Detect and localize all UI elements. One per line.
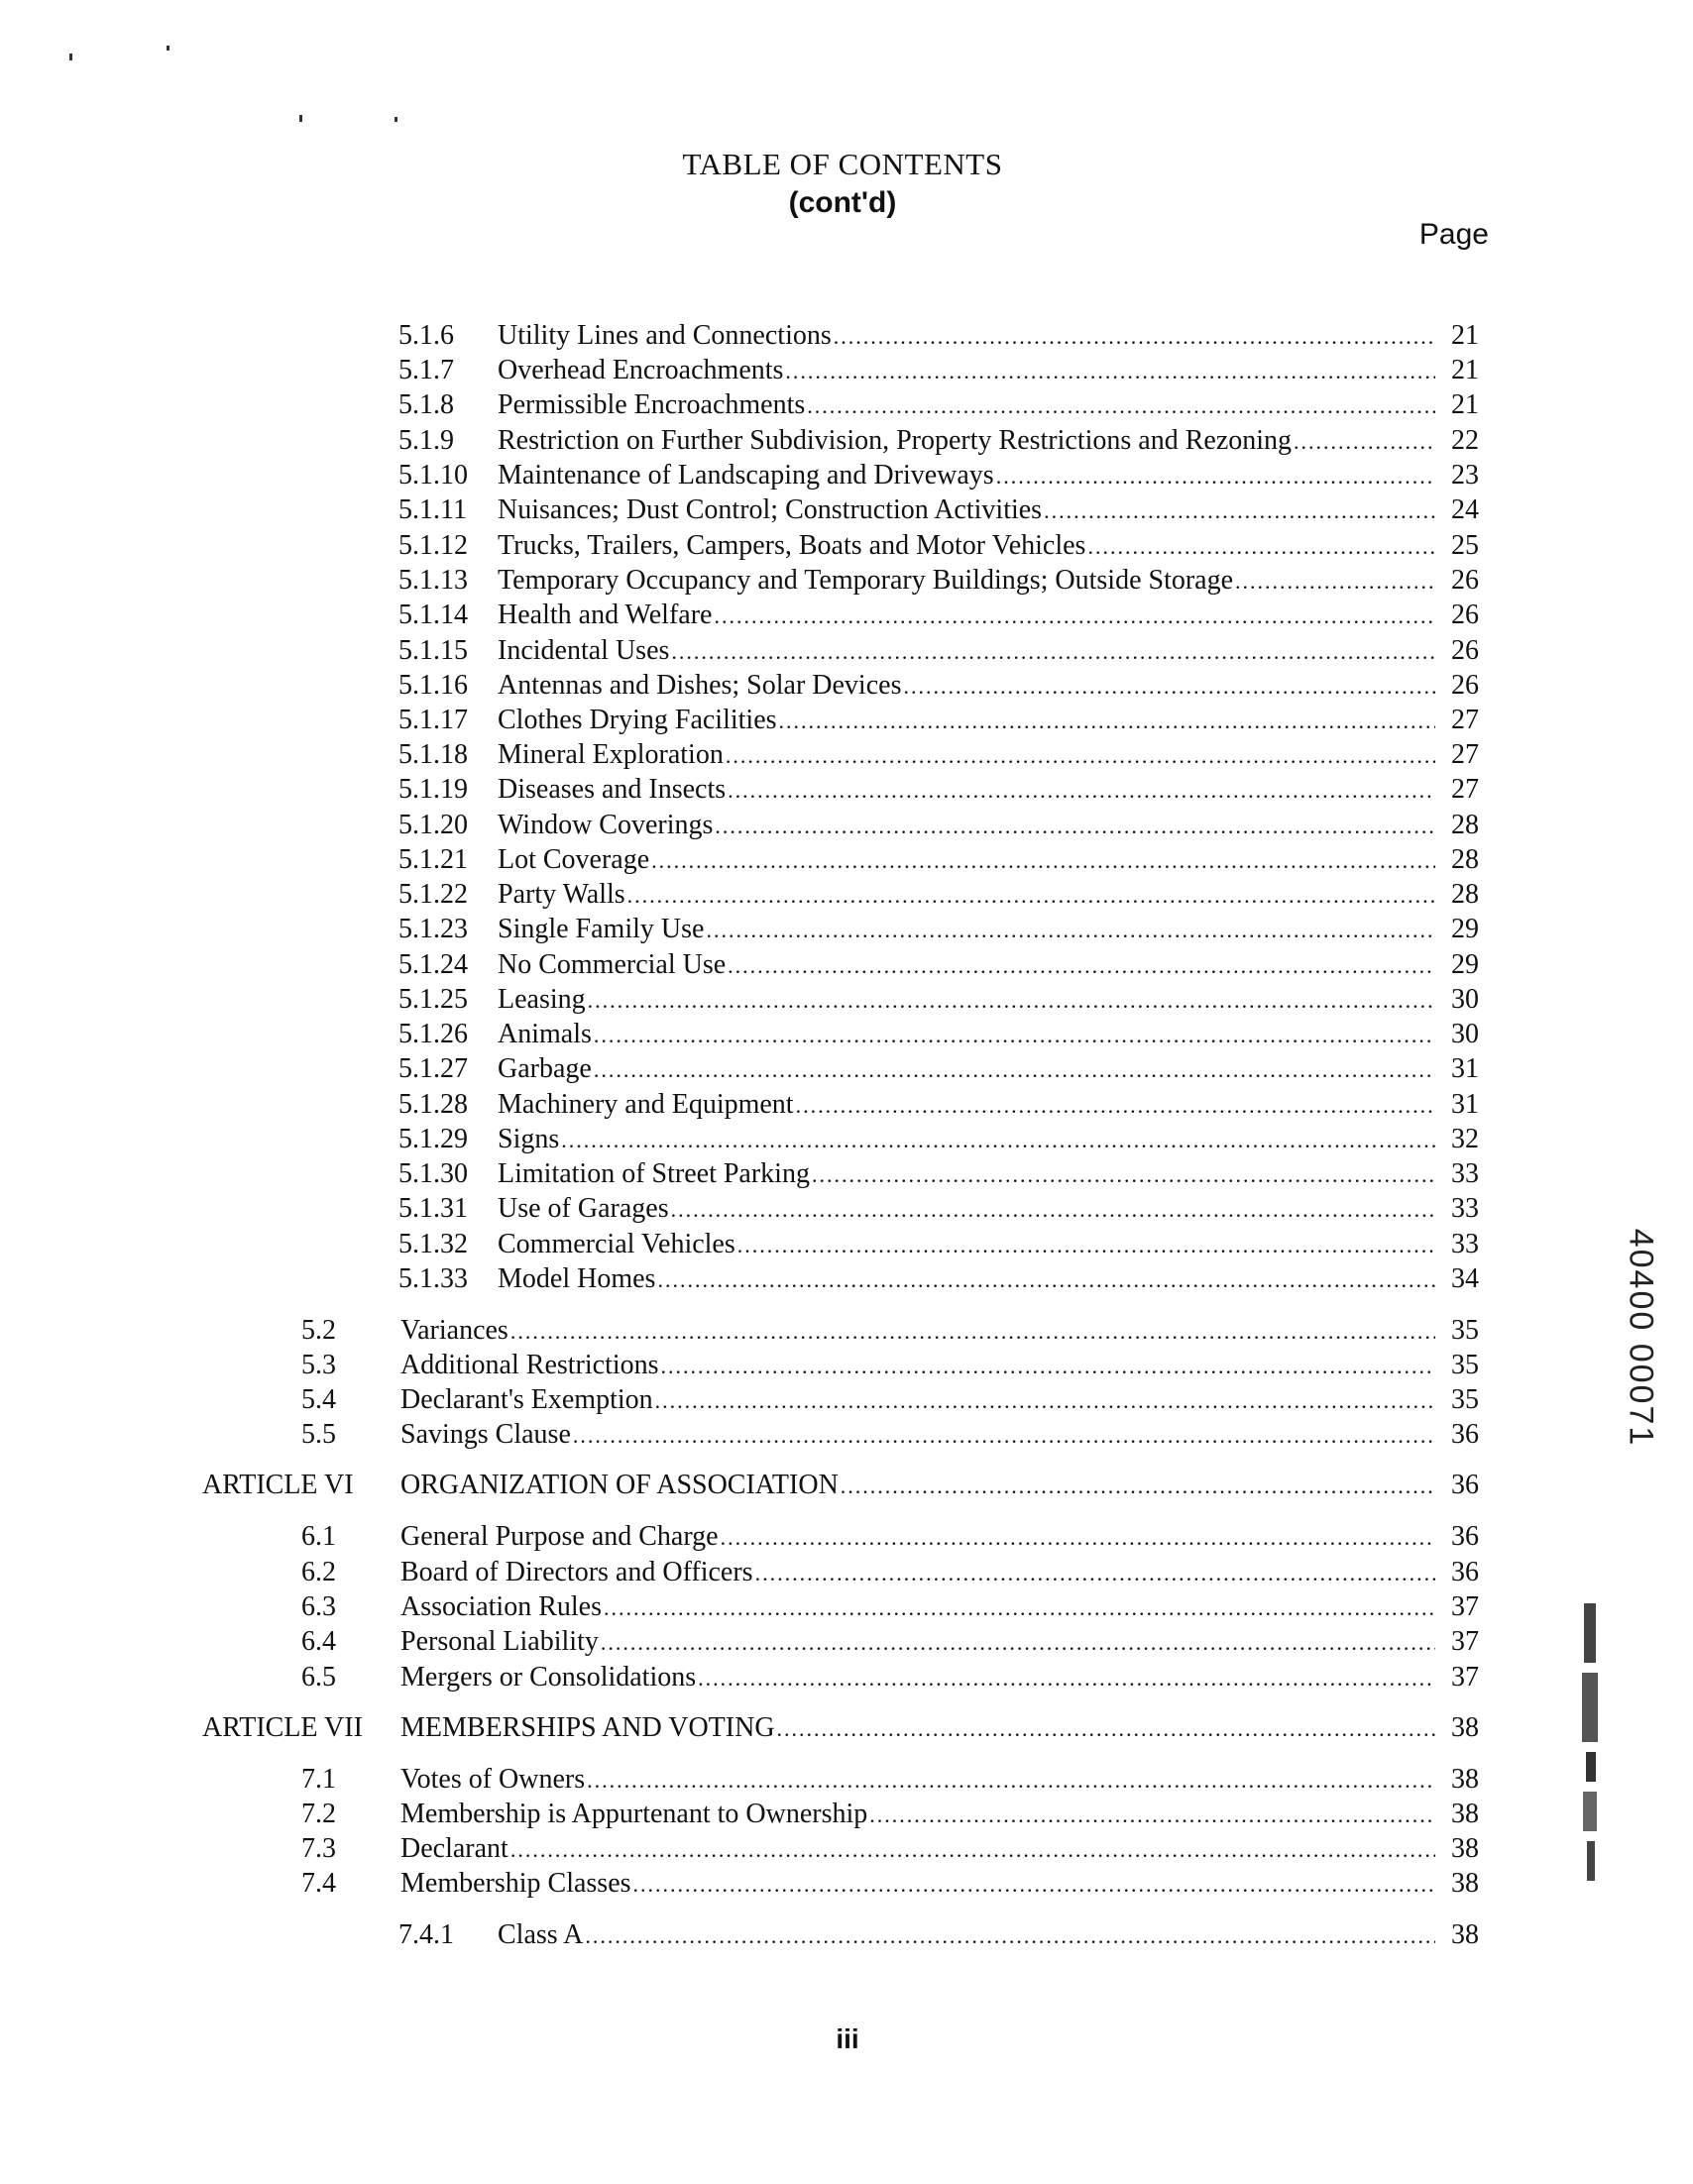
toc-entry bbox=[398, 1157, 1479, 1191]
scan-speck bbox=[167, 46, 169, 51]
toc-entry-title: Temporary Occupancy and Temporary Buildings; Outside Storage bbox=[498, 565, 1234, 596]
toc-entry-page: 38 bbox=[1451, 1799, 1479, 1829]
toc-entry-page: 26 bbox=[1451, 565, 1479, 596]
toc-entry-page: 29 bbox=[1451, 949, 1479, 980]
toc-entry-title: Association Rules bbox=[400, 1591, 602, 1622]
toc-entry-title: Mineral Exploration bbox=[498, 739, 724, 770]
toc-entry-title: Trucks, Trailers, Campers, Boats and Motor Vehicles bbox=[498, 530, 1086, 561]
toc-entry-title: Model Homes bbox=[498, 1263, 656, 1294]
dot-leader bbox=[728, 774, 1435, 808]
toc-entry bbox=[398, 564, 1479, 598]
dot-leader bbox=[779, 705, 1435, 738]
dot-leader bbox=[721, 1521, 1435, 1555]
dot-leader bbox=[728, 949, 1435, 983]
dot-leader bbox=[585, 1919, 1435, 1953]
toc-entry-title-line bbox=[400, 1383, 1435, 1418]
toc-entry bbox=[398, 878, 1479, 912]
dot-leader bbox=[594, 1019, 1435, 1052]
toc-entry bbox=[398, 913, 1479, 946]
dot-leader bbox=[841, 1470, 1435, 1503]
toc-entry-title-line bbox=[498, 388, 1435, 423]
toc-entry-page: 35 bbox=[1451, 1350, 1479, 1380]
toc-entry-page: 38 bbox=[1451, 1868, 1479, 1899]
toc-entry-title: Personal Liability bbox=[400, 1626, 599, 1657]
toc-entry-title-line bbox=[498, 669, 1435, 704]
toc-entry-title: Votes of Owners bbox=[400, 1764, 586, 1795]
toc-entry-title-line bbox=[400, 1625, 1435, 1660]
toc-entry-title: Leasing bbox=[498, 984, 586, 1015]
dot-leader bbox=[587, 1764, 1435, 1798]
dot-leader bbox=[1294, 425, 1435, 459]
toc-entry-page: 35 bbox=[1451, 1384, 1479, 1415]
toc-entry-number: 7.2 bbox=[301, 1799, 336, 1829]
toc-entry-title-line bbox=[498, 843, 1435, 878]
toc-entry-title: Savings Clause bbox=[400, 1419, 571, 1450]
toc-entry-number: 5.1.28 bbox=[398, 1089, 468, 1120]
toc-entry-page: 37 bbox=[1451, 1662, 1479, 1693]
toc-entry-number: 5.1.7 bbox=[398, 355, 454, 385]
toc-entry bbox=[398, 493, 1479, 527]
toc-entry-number: 5.1.32 bbox=[398, 1229, 468, 1259]
toc-entry bbox=[398, 773, 1479, 807]
toc-entry-title-line bbox=[400, 1469, 1435, 1503]
toc-entry-title: Lot Coverage bbox=[498, 844, 650, 875]
toc-entry-title: Animals bbox=[498, 1019, 592, 1049]
toc-entry-title-line bbox=[400, 1798, 1435, 1832]
dot-leader bbox=[561, 1124, 1435, 1157]
toc-entry-number: 6.4 bbox=[301, 1626, 336, 1657]
toc-entry-title-line bbox=[400, 1314, 1435, 1349]
toc-entry-title: Window Coverings bbox=[498, 810, 714, 840]
toc-entry bbox=[398, 459, 1479, 492]
dot-leader bbox=[996, 460, 1435, 493]
toc-entry-title-line bbox=[498, 704, 1435, 738]
toc-entry bbox=[301, 1798, 1479, 1831]
toc-entry-title: Restriction on Further Subdivision, Property Restrictions and Rezoning bbox=[498, 425, 1293, 456]
dot-leader bbox=[627, 879, 1435, 913]
toc-entry-page: 27 bbox=[1451, 705, 1479, 735]
dot-leader bbox=[903, 670, 1435, 704]
dot-leader bbox=[715, 810, 1435, 843]
toc-entry-page: 36 bbox=[1451, 1521, 1479, 1552]
dot-leader bbox=[737, 1229, 1435, 1262]
side-stamp-text: 40400 00071 bbox=[1622, 1228, 1660, 1448]
dot-leader bbox=[604, 1591, 1435, 1625]
toc-entry-title-line bbox=[498, 913, 1435, 947]
toc-entry-number: 5.1.26 bbox=[398, 1019, 468, 1049]
toc-entry-title-line bbox=[498, 809, 1435, 843]
toc-entry-page: 38 bbox=[1451, 1712, 1479, 1743]
dot-leader bbox=[510, 1833, 1435, 1867]
toc-entry-page: 29 bbox=[1451, 914, 1479, 944]
toc-entry-page: 27 bbox=[1451, 774, 1479, 805]
toc-entry-title: Machinery and Equipment bbox=[498, 1089, 794, 1120]
toc-entry bbox=[398, 948, 1479, 982]
toc-entry bbox=[301, 1832, 1479, 1866]
toc-entry-title-line bbox=[400, 1418, 1435, 1453]
toc-entry bbox=[202, 1711, 1479, 1745]
toc-entry-page: 30 bbox=[1451, 984, 1479, 1015]
toc-entry-title: Board of Directors and Officers bbox=[400, 1557, 753, 1587]
toc-entry bbox=[301, 1418, 1479, 1452]
toc-entry-page: 36 bbox=[1451, 1557, 1479, 1587]
toc-entry-number: 5.1.25 bbox=[398, 984, 468, 1015]
toc-entry-title-line bbox=[400, 1520, 1435, 1555]
toc-entry bbox=[398, 843, 1479, 877]
toc-entry-title-line bbox=[400, 1590, 1435, 1625]
toc-entry-title: Membership is Appurtenant to Ownership bbox=[400, 1799, 868, 1829]
toc-entry-title: Incidental Uses bbox=[498, 635, 670, 666]
toc-entry-number: 5.1.18 bbox=[398, 739, 468, 770]
toc-entry-title-line bbox=[498, 1918, 1435, 1953]
toc-entry-title-line bbox=[498, 1052, 1435, 1087]
toc-entry-number: 6.3 bbox=[301, 1591, 336, 1622]
toc-entry-title-line bbox=[498, 354, 1435, 388]
toc-entry-title-line bbox=[400, 1867, 1435, 1902]
toc-entry-number: 5.1.33 bbox=[398, 1263, 468, 1294]
toc-entry-title-line bbox=[400, 1763, 1435, 1798]
toc-entry-title-line bbox=[498, 1157, 1435, 1192]
dot-leader bbox=[812, 1158, 1435, 1192]
toc-entry-page: 30 bbox=[1451, 1019, 1479, 1049]
toc-entry-number: 5.1.14 bbox=[398, 600, 468, 630]
toc-entry-number: 6.2 bbox=[301, 1557, 336, 1587]
toc-entry-number: 5.1.9 bbox=[398, 425, 454, 456]
toc-entry-title-line bbox=[498, 599, 1435, 633]
toc-entry-number: 5.1.24 bbox=[398, 949, 468, 980]
toc-entry bbox=[301, 1383, 1479, 1417]
toc-entry-title-line bbox=[498, 634, 1435, 669]
toc-entry-page: 37 bbox=[1451, 1591, 1479, 1622]
toc-entry-title: Garbage bbox=[498, 1053, 592, 1084]
toc-entry-title: Clothes Drying Facilities bbox=[498, 705, 777, 735]
toc-entry-title: Declarant's Exemption bbox=[400, 1384, 653, 1415]
toc-entry-number: 5.1.27 bbox=[398, 1053, 468, 1084]
toc-entry-title: Variances bbox=[400, 1315, 508, 1346]
toc-entry bbox=[398, 319, 1479, 353]
toc-entry-title-line bbox=[498, 738, 1435, 773]
toc-entry-number: 5.1.8 bbox=[398, 389, 454, 420]
toc-entry-page: 21 bbox=[1451, 355, 1479, 385]
toc-heading: TABLE OF CONTENTS bbox=[682, 147, 1003, 181]
toc-entry-title: Use of Garages bbox=[498, 1193, 669, 1224]
toc-entry bbox=[398, 1918, 1479, 1952]
toc-entry-number: 5.1.11 bbox=[398, 494, 467, 525]
toc-entry-number: 5.1.19 bbox=[398, 774, 468, 805]
toc-entry-title: Class A bbox=[498, 1919, 584, 1950]
toc-entry-number: 7.4.1 bbox=[398, 1919, 454, 1950]
toc-entry bbox=[398, 1088, 1479, 1122]
toc-entry-number: 5.4 bbox=[301, 1384, 336, 1415]
toc-entry bbox=[398, 1192, 1479, 1226]
toc-entry-number: 5.1.10 bbox=[398, 460, 468, 491]
dot-leader bbox=[755, 1557, 1435, 1590]
scan-speck bbox=[395, 117, 397, 122]
toc-entry-page: 34 bbox=[1451, 1263, 1479, 1294]
toc-entry bbox=[398, 529, 1479, 563]
toc-entry-number: 7.4 bbox=[301, 1868, 336, 1899]
toc-entry-page: 28 bbox=[1451, 879, 1479, 910]
dot-leader bbox=[1235, 565, 1435, 599]
toc-entry-number: ARTICLE VI bbox=[202, 1470, 354, 1500]
toc-entry bbox=[398, 1123, 1479, 1156]
toc-entry-title: Membership Classes bbox=[400, 1868, 631, 1899]
toc-entry-page: 22 bbox=[1451, 425, 1479, 456]
toc-entry-number: 6.5 bbox=[301, 1662, 336, 1693]
dot-leader bbox=[671, 1193, 1435, 1227]
toc-entry-page: 38 bbox=[1451, 1833, 1479, 1864]
dot-leader bbox=[510, 1315, 1435, 1349]
toc-entry bbox=[301, 1625, 1479, 1659]
toc-entry-title: Overhead Encroachments bbox=[498, 355, 784, 385]
toc-entry-number: 5.1.31 bbox=[398, 1193, 468, 1224]
page-column-label: Page bbox=[1418, 218, 1489, 251]
toc-entry-title-line bbox=[498, 1192, 1435, 1227]
toc-entry-title: Party Walls bbox=[498, 879, 625, 910]
scan-speck bbox=[69, 54, 72, 60]
dot-leader bbox=[726, 739, 1435, 773]
toc-entry-page: 26 bbox=[1451, 635, 1479, 666]
toc-entry-page: 26 bbox=[1451, 600, 1479, 630]
toc-entry-number: 5.1.17 bbox=[398, 705, 468, 735]
recording-seal-mark bbox=[1578, 1603, 1604, 1881]
toc-entry-title-line bbox=[400, 1832, 1435, 1867]
dot-leader bbox=[777, 1712, 1435, 1746]
toc-entry-title-line bbox=[498, 1228, 1435, 1262]
toc-entry-number: 5.1.15 bbox=[398, 635, 468, 666]
toc-entry-number: 5.1.21 bbox=[398, 844, 468, 875]
dot-leader bbox=[1044, 494, 1435, 528]
dot-leader bbox=[785, 355, 1435, 388]
toc-entry-page: 32 bbox=[1451, 1124, 1479, 1154]
toc-entry-title-line bbox=[498, 1018, 1435, 1052]
dot-leader bbox=[661, 1350, 1435, 1383]
toc-entry-number: 7.3 bbox=[301, 1833, 336, 1864]
toc-entry-number: 5.1.20 bbox=[398, 810, 468, 840]
toc-entry-number: ARTICLE VII bbox=[202, 1712, 363, 1743]
dot-leader bbox=[657, 1263, 1435, 1297]
toc-entry-title: Utility Lines and Connections bbox=[498, 320, 832, 351]
toc-entry bbox=[398, 1228, 1479, 1261]
toc-entry-number: 5.1.23 bbox=[398, 914, 468, 944]
toc-entry-page: 38 bbox=[1451, 1764, 1479, 1795]
dot-leader bbox=[796, 1089, 1435, 1123]
toc-entry-page: 21 bbox=[1451, 389, 1479, 420]
toc-entry-title-line bbox=[498, 564, 1435, 599]
toc-entry-title-line bbox=[498, 493, 1435, 528]
toc-entry-title-line bbox=[400, 1661, 1435, 1695]
toc-entry-number: 5.1.12 bbox=[398, 530, 468, 561]
toc-entry bbox=[301, 1867, 1479, 1901]
scan-speck bbox=[299, 115, 302, 122]
toc-entry bbox=[301, 1763, 1479, 1797]
toc-entry bbox=[398, 354, 1479, 387]
toc-entry-page: 28 bbox=[1451, 810, 1479, 840]
toc-entry-title-line bbox=[498, 948, 1435, 983]
toc-entry-title: Declarant bbox=[400, 1833, 508, 1864]
toc-entry-number: 5.1.6 bbox=[398, 320, 454, 351]
toc-entry-number: 6.1 bbox=[301, 1521, 336, 1552]
toc-subheading: (cont'd) bbox=[788, 186, 897, 219]
toc-entry-page: 23 bbox=[1451, 460, 1479, 491]
toc-entry-title-line bbox=[498, 983, 1435, 1018]
dot-leader bbox=[698, 1662, 1435, 1695]
toc-entry-title-line bbox=[498, 1088, 1435, 1123]
toc-entry bbox=[301, 1349, 1479, 1382]
toc-entry-title-line bbox=[498, 878, 1435, 913]
toc-entry-title-line bbox=[498, 529, 1435, 564]
dot-leader bbox=[714, 600, 1435, 633]
toc-entry-number: 5.1.22 bbox=[398, 879, 468, 910]
toc-entry-title: Antennas and Dishes; Solar Devices bbox=[498, 670, 902, 701]
toc-entry-title-line bbox=[498, 1262, 1435, 1297]
toc-entry-title: Commercial Vehicles bbox=[498, 1229, 735, 1259]
dot-leader bbox=[807, 389, 1435, 423]
toc-entry-title-line bbox=[400, 1711, 1435, 1746]
toc-entry-title: MEMBERSHIPS AND VOTING bbox=[400, 1712, 775, 1743]
toc-entry-title: Limitation of Street Parking bbox=[498, 1158, 810, 1189]
toc-entry bbox=[301, 1520, 1479, 1554]
toc-entry-title: Mergers or Consolidations bbox=[400, 1662, 697, 1693]
toc-entry-title: Permissible Encroachments bbox=[498, 389, 806, 420]
dot-leader bbox=[573, 1419, 1435, 1453]
toc-entry-title-line bbox=[498, 1123, 1435, 1157]
toc-entry-page: 33 bbox=[1451, 1229, 1479, 1259]
toc-entry-number: 5.1.16 bbox=[398, 670, 468, 701]
toc-entry bbox=[398, 1262, 1479, 1296]
toc-entry bbox=[398, 983, 1479, 1017]
toc-entry bbox=[301, 1556, 1479, 1589]
toc-entry-title: ORGANIZATION OF ASSOCIATION bbox=[400, 1470, 839, 1500]
toc-entry-page: 33 bbox=[1451, 1158, 1479, 1189]
toc-entry-title: No Commercial Use bbox=[498, 949, 727, 980]
toc-entry-title: Health and Welfare bbox=[498, 600, 713, 630]
page-number: iii bbox=[836, 2023, 859, 2054]
toc-entry bbox=[301, 1661, 1479, 1694]
toc-entry-number: 5.1.13 bbox=[398, 565, 468, 596]
dot-leader bbox=[651, 844, 1435, 878]
toc-entry-page: 25 bbox=[1451, 530, 1479, 561]
toc-entry-page: 37 bbox=[1451, 1626, 1479, 1657]
dot-leader bbox=[671, 635, 1435, 669]
toc-entry bbox=[398, 1052, 1479, 1086]
toc-entry-title-line bbox=[498, 459, 1435, 493]
toc-entry bbox=[398, 669, 1479, 703]
toc-entry-number: 5.5 bbox=[301, 1419, 336, 1450]
toc-entry-page: 33 bbox=[1451, 1193, 1479, 1224]
dot-leader bbox=[601, 1626, 1435, 1660]
toc-entry-page: 28 bbox=[1451, 844, 1479, 875]
dot-leader bbox=[594, 1053, 1435, 1087]
toc-entry-title: Single Family Use bbox=[498, 914, 705, 944]
toc-entry-title: Signs bbox=[498, 1124, 560, 1154]
dot-leader bbox=[869, 1799, 1435, 1832]
toc-entry-page: 35 bbox=[1451, 1315, 1479, 1346]
toc-entry bbox=[398, 634, 1479, 668]
toc-entry bbox=[301, 1314, 1479, 1348]
toc-entry-number: 5.1.30 bbox=[398, 1158, 468, 1189]
dot-leader bbox=[655, 1384, 1435, 1418]
toc-entry bbox=[301, 1590, 1479, 1624]
toc-entry-title-line bbox=[498, 773, 1435, 808]
toc-entry-number: 5.1.29 bbox=[398, 1124, 468, 1154]
toc-entry-page: 26 bbox=[1451, 670, 1479, 701]
toc-entry-page: 38 bbox=[1451, 1919, 1479, 1950]
toc-entry-title: Nuisances; Dust Control; Construction Activities bbox=[498, 494, 1043, 525]
toc-entry-page: 31 bbox=[1451, 1053, 1479, 1084]
toc-entry-title: Maintenance of Landscaping and Driveways bbox=[498, 460, 994, 491]
toc-entry-title-line bbox=[498, 424, 1435, 459]
dot-leader bbox=[588, 984, 1435, 1018]
toc-entry bbox=[398, 599, 1479, 632]
toc-entry bbox=[398, 388, 1479, 422]
toc-entry-page: 24 bbox=[1451, 494, 1479, 525]
toc-entry-title: General Purpose and Charge bbox=[400, 1521, 719, 1552]
toc-entry bbox=[202, 1469, 1479, 1502]
toc-entry-title-line bbox=[498, 319, 1435, 354]
toc-entry-page: 36 bbox=[1451, 1470, 1479, 1500]
toc-entry-number: 5.3 bbox=[301, 1350, 336, 1380]
toc-entry bbox=[398, 1018, 1479, 1051]
toc-entry-page: 31 bbox=[1451, 1089, 1479, 1120]
toc-entry bbox=[398, 809, 1479, 842]
toc-entry-page: 36 bbox=[1451, 1419, 1479, 1450]
toc-entry bbox=[398, 424, 1479, 458]
dot-leader bbox=[834, 320, 1435, 354]
toc-entry-title-line bbox=[400, 1556, 1435, 1590]
toc-entry-title-line bbox=[400, 1349, 1435, 1383]
toc-entry-title: Diseases and Insects bbox=[498, 774, 727, 805]
toc-entry-page: 27 bbox=[1451, 739, 1479, 770]
toc-entry bbox=[398, 738, 1479, 772]
side-stamp bbox=[1616, 1199, 1665, 1476]
dot-leader bbox=[1087, 530, 1435, 564]
toc-entry-page: 21 bbox=[1451, 320, 1479, 351]
toc-entry-number: 7.1 bbox=[301, 1764, 336, 1795]
dot-leader bbox=[633, 1868, 1435, 1902]
dot-leader bbox=[706, 914, 1435, 947]
toc-entry-number: 5.2 bbox=[301, 1315, 336, 1346]
toc-entry-title: Additional Restrictions bbox=[400, 1350, 659, 1380]
toc-entry bbox=[398, 704, 1479, 737]
